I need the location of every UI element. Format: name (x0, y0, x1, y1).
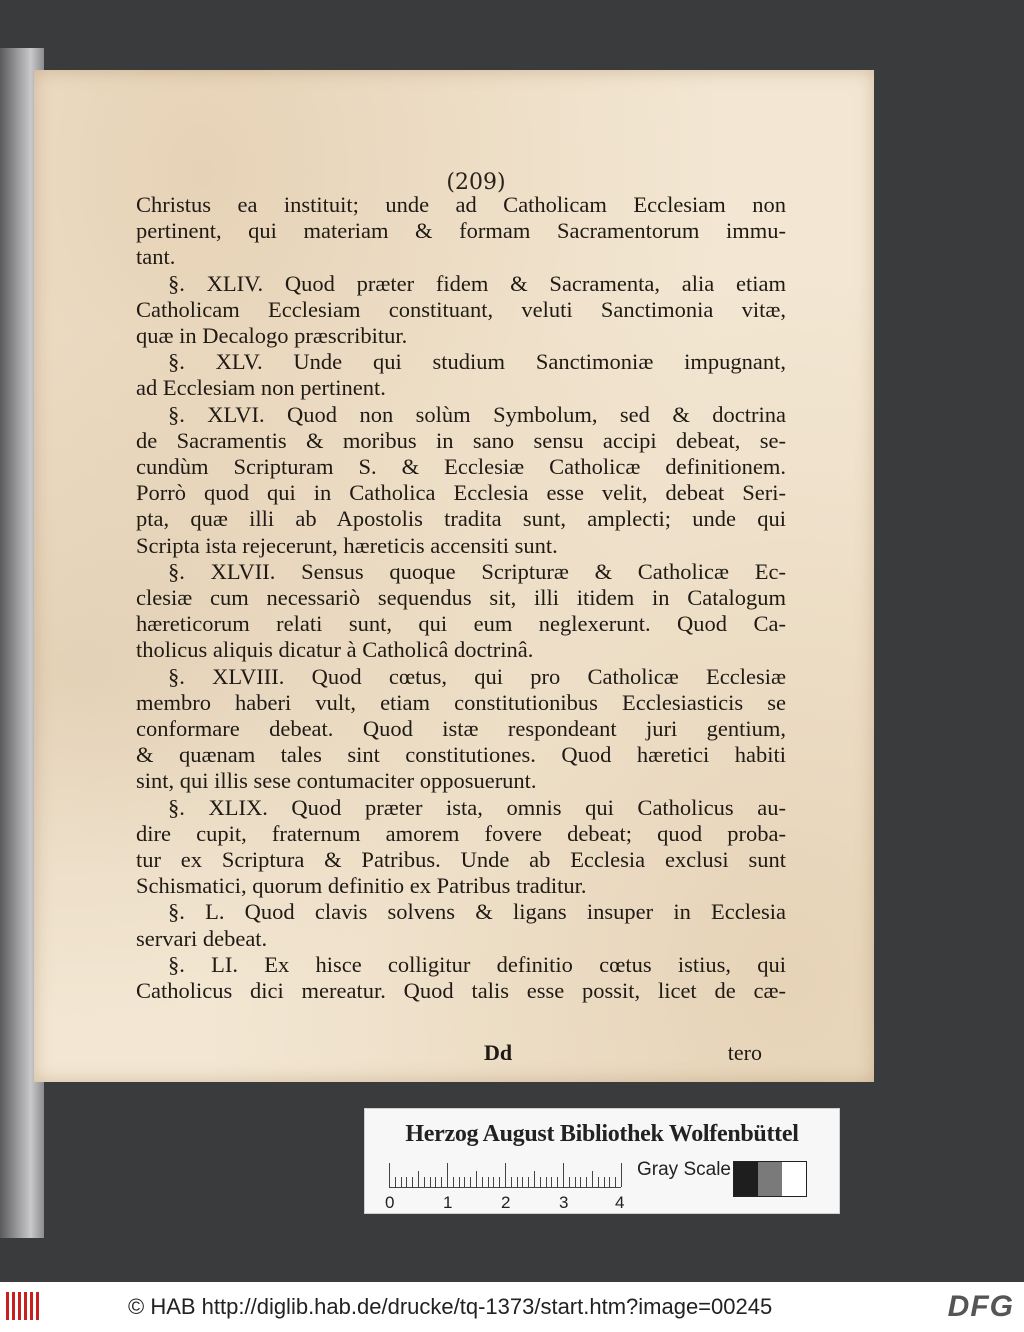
catchword: tero (727, 1040, 762, 1065)
ruler-number: 0 (385, 1193, 395, 1212)
page-number: (209) (446, 170, 506, 195)
text-line: Schismatici, quorum definitio ex Patribus traditur. (136, 873, 587, 899)
text-line: pta, quæ illi ab Apostolis tradita sunt, amplecti; unde qui (136, 506, 786, 532)
text-line: §. XLIV. Quod præter fidem & Sacramenta, alia etiam (168, 270, 786, 296)
ruler-tick (569, 1177, 570, 1187)
ruler-tick (459, 1177, 460, 1187)
library-name: Herzog August Bibliothek Wolfenbüttel (405, 1121, 799, 1147)
text-line: hæreticorum relati sunt, qui eum neglexerunt. Quod Ca- (136, 611, 786, 637)
ruler-tick (389, 1163, 390, 1187)
gray-swatch-light (782, 1162, 806, 1196)
text-line: tant. (136, 244, 176, 270)
ruler-tick (424, 1177, 425, 1187)
ruler-tick (522, 1177, 523, 1187)
text-line: Scripta ista rejecerunt, hæreticis accensiti sunt. (136, 532, 558, 558)
text-line: de Sacramentis & moribus in sano sensu accipi debeat, se- (136, 427, 786, 453)
ruler-tick (609, 1177, 610, 1187)
text-line: tur ex Scriptura & Patribus. Unde ab Ecclesia exclusi sunt (136, 847, 786, 873)
ruler-tick (621, 1163, 622, 1187)
gray-scale-label: Gray Scale (637, 1159, 731, 1180)
text-line: §. L. Quod clavis solvens & ligans insuper in Ecclesia (168, 899, 786, 925)
text-line: §. XLVIII. Quod cœtus, qui pro Catholicæ Ecclesiæ (168, 663, 786, 689)
text-line: dire cupit, fraternum amorem fovere debeat; quod proba- (136, 820, 786, 846)
page-text (136, 192, 786, 1004)
ruler-tick (592, 1171, 593, 1187)
text-line: pertinent, qui materiam & formam Sacramentorum immu- (136, 218, 786, 244)
ruler-number: 2 (501, 1193, 511, 1212)
ruler-tick (546, 1177, 547, 1187)
text-line: servari debeat. (136, 925, 268, 951)
text-line: sint, qui illis sese contumaciter opposuerunt. (136, 768, 537, 794)
ruler-tick (412, 1177, 413, 1187)
ruler-tick (517, 1177, 518, 1187)
ruler-tick (505, 1163, 506, 1187)
ruler-tick (470, 1177, 471, 1187)
ruler-tick (395, 1177, 396, 1187)
ruler-tick (615, 1177, 616, 1187)
ruler-tick (534, 1171, 535, 1187)
text-line: clesiæ cum necessariò sequendus sit, illi itidem in Catalogum (136, 585, 786, 611)
text-line: Catholicam Ecclesiam constituant, veluti Sanctimonia vitæ, (136, 296, 786, 322)
ruler-tick (476, 1171, 477, 1187)
ruler-tick (482, 1177, 483, 1187)
ruler-tick (464, 1177, 465, 1187)
text-line: §. XLVII. Sensus quoque Scripturæ & Catholicæ Ec- (168, 558, 786, 584)
ruler-tick (499, 1177, 500, 1187)
text-line: §. LI. Ex hisce colligitur definitio cœtus istius, qui (168, 951, 786, 977)
text-line: membro haberi vult, etiam constitutionibus Ecclesiasticis se (136, 689, 786, 715)
text-line: quæ in Decalogo præscribitur. (136, 323, 408, 349)
ruler-number: 1 (443, 1193, 453, 1212)
text-line: tholicus aliquis dicatur à Catholicâ doctrinâ. (136, 637, 534, 663)
ruler-tick (447, 1163, 448, 1187)
text-line: Porrò quod qui in Catholica Ecclesia esse velit, debeat Seri- (136, 480, 786, 506)
ruler-number: 4 (615, 1193, 625, 1212)
dfg-logo: DFG (947, 1290, 1014, 1323)
catchword-row (136, 1040, 762, 1068)
ruler-tick (575, 1177, 576, 1187)
footer-bar (0, 1282, 1024, 1332)
text-line: cundùm Scripturam S. & Ecclesiæ Catholicæ definitionem. (136, 454, 786, 480)
ruler-tick (551, 1177, 552, 1187)
ruler-tick (430, 1177, 431, 1187)
ruler-tick (418, 1171, 419, 1187)
ruler-tick (511, 1177, 512, 1187)
ruler-tick (493, 1177, 494, 1187)
ruler-tick (488, 1177, 489, 1187)
ruler-tick (563, 1163, 564, 1187)
ruler-tick (598, 1177, 599, 1187)
text-line: Christus ea instituit; unde ad Catholicam Ecclesiam non (136, 192, 786, 217)
ruler-tick (580, 1177, 581, 1187)
ruler-tick (557, 1177, 558, 1187)
copyright-url[interactable]: © HAB http://diglib.hab.de/drucke/tq-1373/start.htm?image=00245 (128, 1294, 773, 1319)
ruler-tick (435, 1177, 436, 1187)
ruler-number: 3 (559, 1193, 569, 1212)
text-line: Catholicus dici mereatur. Quod talis esse possit, licet de cæ- (136, 978, 786, 1004)
scale-ruler (389, 1161, 621, 1188)
ruler-tick (540, 1177, 541, 1187)
text-line: §. XLIX. Quod præter ista, omnis qui Catholicus au- (168, 794, 786, 820)
hab-logo-icon (6, 1292, 42, 1320)
ruler-tick (401, 1177, 402, 1187)
ruler-tick (441, 1177, 442, 1187)
gray-swatch-dark (734, 1162, 758, 1196)
gray-swatch-mid (758, 1162, 782, 1196)
ruler-tick (453, 1177, 454, 1187)
library-color-card (364, 1108, 840, 1214)
text-line: & quænam tales sint constitutiones. Quod hæretici habiti (136, 742, 786, 768)
text-line: §. XLV. Unde qui studium Sanctimoniæ impugnant, (168, 349, 786, 375)
text-line: conformare debeat. Quod istæ respondeant juri gentium, (136, 716, 786, 742)
text-line: ad Ecclesiam non pertinent. (136, 375, 386, 401)
signature-mark: Dd (484, 1040, 513, 1065)
ruler-tick (586, 1177, 587, 1187)
gray-scale-swatches (733, 1161, 807, 1197)
ruler-tick (604, 1177, 605, 1187)
ruler-tick (528, 1177, 529, 1187)
ruler-tick (406, 1177, 407, 1187)
text-line: §. XLVI. Quod non solùm Symbolum, sed & doctrina (168, 401, 786, 427)
